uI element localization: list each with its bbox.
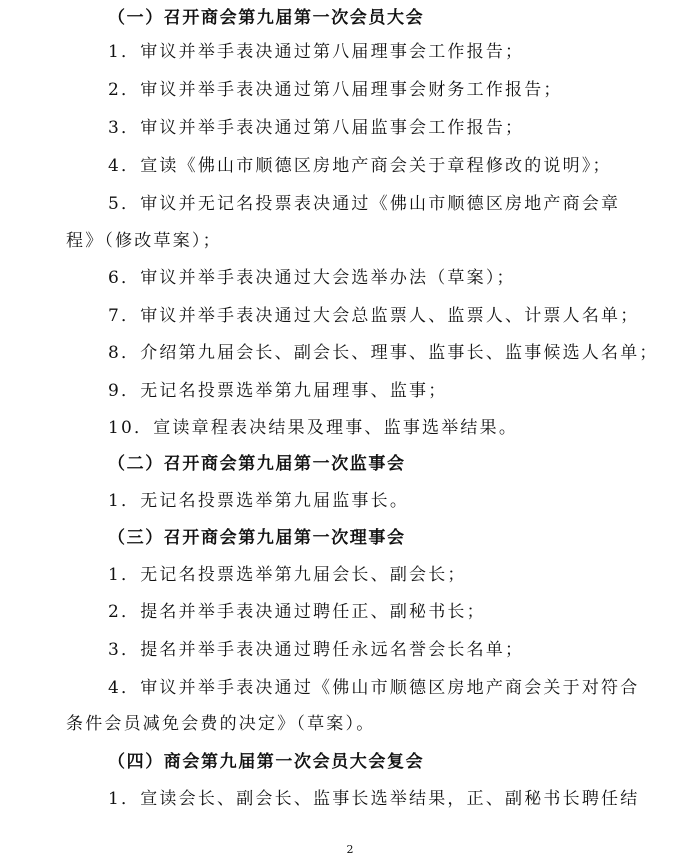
section-heading: （一）召开商会第九届第一次会员大会 (108, 8, 425, 28)
section-heading: （三）召开商会第九届第一次理事会 (108, 528, 406, 548)
list-item-continuation: 条件会员减免会费的决定》（草案）。 (66, 714, 376, 734)
list-item: 1．宣读会长、副会长、监事长选举结果，正、副秘书长聘任结 (108, 789, 640, 809)
list-item: 10．宣读章程表决结果及理事、监事选举结果。 (108, 418, 519, 438)
list-item: 3．提名并举手表决通过聘任永远名誉会长名单； (108, 640, 525, 660)
list-item: 1．无记名投票选举第九届监事长。 (108, 491, 410, 511)
list-item: 1．无记名投票选举第九届会长、副会长； (108, 565, 467, 585)
list-item: 4．审议并举手表决通过《佛山市顺德区房地产商会关于对符合 (108, 678, 640, 698)
list-item: 6．审议并举手表决通过大会选举办法（草案）； (108, 268, 516, 288)
list-item: 2．提名并举手表决通过聘任正、副秘书长； (108, 602, 486, 622)
list-item: 2．审议并举手表决通过第八届理事会财务工作报告； (108, 80, 563, 100)
list-item: 7．审议并举手表决通过大会总监票人、监票人、计票人名单； (108, 306, 640, 326)
section-heading: （四）商会第九届第一次会员大会复会 (108, 752, 425, 772)
list-item: 4．宣读《佛山市顺德区房地产商会关于章程修改的说明》； (108, 156, 612, 176)
list-item: 9．无记名投票选举第九届理事、监事； (108, 381, 448, 401)
section-heading: （二）召开商会第九届第一次监事会 (108, 454, 406, 474)
list-item-continuation: 程》（修改草案）； (66, 231, 222, 251)
list-item: 3．审议并举手表决通过第八届监事会工作报告； (108, 118, 525, 138)
list-item: 5．审议并无记名投票表决通过《佛山市顺德区房地产商会章 (108, 194, 621, 214)
list-item: 1．审议并举手表决通过第八届理事会工作报告； (108, 42, 525, 62)
list-item: 8．介绍第九届会长、副会长、理事、监事长、监事候选人名单； (108, 343, 659, 363)
page-number: 2 (346, 843, 354, 856)
